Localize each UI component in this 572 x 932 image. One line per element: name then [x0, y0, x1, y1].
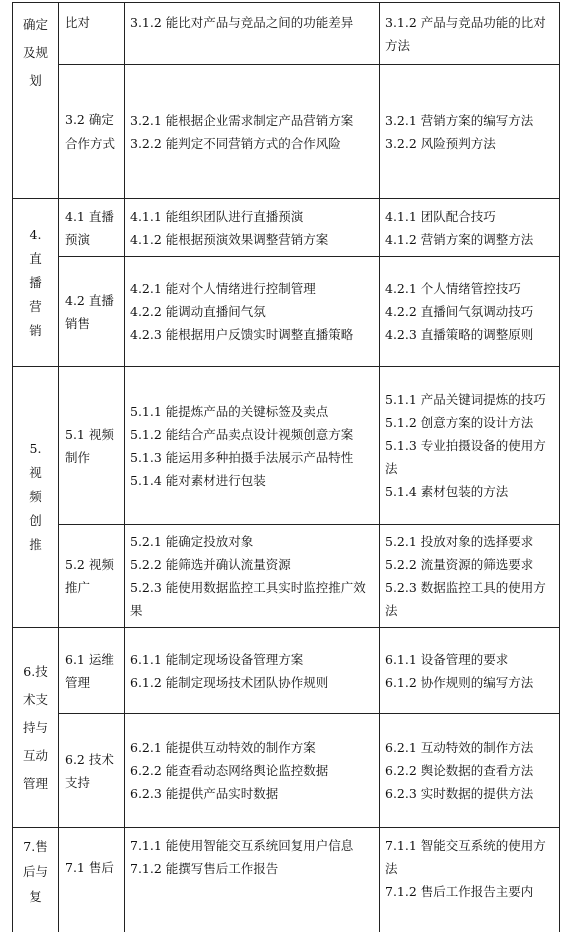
skill-cell [125, 367, 380, 525]
skill-item: 5.1.2 能结合产品卖点设计视频创意方案 [130, 426, 354, 442]
skill-cell [125, 828, 380, 932]
skill-cell [125, 714, 380, 828]
category-cell [13, 3, 59, 199]
skill-item: 5.1.4 能对素材进行包装 [130, 472, 266, 488]
knowledge-item: 6.2.2 舆论数据的查看方法 [385, 763, 534, 778]
skill-cell [125, 525, 380, 628]
skill-item: 5.1.3 能运用多种拍摄手法展示产品特性 [130, 449, 354, 465]
skill-cell [125, 199, 380, 257]
subcategory-text: 5.2 视频推广 [65, 557, 114, 595]
knowledge-item: 4.2.1 个人情绪管控技巧 [385, 281, 521, 296]
table-row [13, 628, 560, 714]
table-row [13, 65, 560, 199]
knowledge-cell [380, 199, 560, 257]
knowledge-item: 4.2.2 直播间气氛调动技巧 [385, 304, 534, 319]
table-row [13, 714, 560, 828]
subcategory-cell [59, 65, 125, 199]
skill-item: 4.2.3 能根据用户反馈实时调整直播策略 [130, 327, 354, 342]
subcategory-cell [59, 525, 125, 628]
subcategory-cell [59, 257, 125, 367]
subcategory-text: 7.1 售后 [65, 860, 114, 875]
skill-cell [125, 628, 380, 714]
knowledge-item: 5.2.1 投放对象的选择要求 [385, 534, 534, 549]
knowledge-item: 4.1.2 营销方案的调整方法 [385, 231, 534, 247]
knowledge-item: 6.2.3 实时数据的提供方法 [385, 786, 534, 801]
skill-cell [125, 65, 380, 199]
subcategory-cell [59, 3, 125, 65]
knowledge-item: 5.1.2 创意方案的设计方法 [385, 415, 534, 430]
skill-item: 7.1.1 能使用智能交互系统回复用户信息 [130, 838, 354, 853]
skill-cell [125, 3, 380, 65]
category-text: 4.直播营销 [29, 226, 42, 338]
knowledge-item: 5.2.3 数据监控工具的使用方法 [385, 580, 546, 618]
subcategory-cell [59, 199, 125, 257]
skill-item: 5.2.2 能筛选并确认流量资源 [130, 557, 291, 572]
knowledge-item: 3.2.1 营销方案的编写方法 [385, 112, 534, 128]
category-text: 7.售后与复 [22, 839, 48, 904]
knowledge-item: 5.1.4 素材包装的方法 [385, 484, 509, 499]
subcategory-text: 5.1 视频制作 [65, 426, 114, 465]
knowledge-cell [380, 3, 560, 65]
skill-item: 6.2.1 能提供互动特效的制作方案 [130, 740, 316, 755]
subcategory-text: 3.2 确定合作方式 [65, 111, 116, 151]
skill-item: 3.1.2 能比对产品与竞品之间的功能差异 [130, 15, 354, 30]
subcategory-cell [59, 714, 125, 828]
knowledge-cell [380, 367, 560, 525]
knowledge-cell [380, 65, 560, 199]
subcategory-text: 4.1 直播预演 [65, 208, 114, 247]
knowledge-item: 5.2.2 流量资源的筛选要求 [385, 557, 534, 572]
skill-item: 6.2.2 能查看动态网络舆论监控数据 [130, 763, 329, 778]
skills-table [12, 2, 560, 932]
skill-item: 5.2.3 能使用数据监控工具实时监控推广效果 [130, 580, 366, 618]
category-cell [13, 828, 59, 932]
subcategory-text: 比对 [65, 15, 91, 30]
knowledge-item: 7.1.1 智能交互系统的使用方法 [385, 838, 546, 876]
knowledge-cell [380, 257, 560, 367]
skill-item: 3.2.1 能根据企业需求制定产品营销方案 [130, 112, 354, 128]
skill-item: 7.1.2 能撰写售后工作报告 [130, 861, 279, 876]
knowledge-item: 5.1.3 专业拍摄设备的使用方法 [385, 438, 546, 476]
subcategory-cell [59, 628, 125, 714]
subcategory-cell [59, 367, 125, 525]
knowledge-item: 3.2.2 风险预判方法 [385, 135, 496, 151]
knowledge-item: 4.2.3 直播策略的调整原则 [385, 327, 534, 342]
skill-item: 5.2.1 能确定投放对象 [130, 534, 254, 549]
skill-item: 4.1.2 能根据预演效果调整营销方案 [130, 231, 329, 247]
knowledge-item: 6.2.1 互动特效的制作方法 [385, 740, 534, 755]
table-row [13, 367, 560, 525]
category-text: 5.视频创推 [29, 441, 42, 552]
category-text: 确定及规划 [22, 17, 48, 88]
skill-item: 6.1.2 能制定现场技术团队协作规则 [130, 674, 329, 690]
table-row [13, 525, 560, 628]
knowledge-cell [380, 628, 560, 714]
skill-item: 6.2.3 能提供产品实时数据 [130, 786, 279, 801]
category-text: 6.技术支持与互动管理 [22, 663, 48, 791]
subcategory-text: 4.2 直播销售 [65, 292, 114, 331]
table-row [13, 3, 560, 65]
skill-item: 4.2.2 能调动直播间气氛 [130, 304, 266, 319]
skill-item: 4.1.1 能组织团队进行直播预演 [130, 208, 304, 224]
skill-item: 4.2.1 能对个人情绪进行控制管理 [130, 281, 316, 296]
category-cell [13, 199, 59, 367]
knowledge-cell [380, 525, 560, 628]
skill-cell [125, 257, 380, 367]
knowledge-item: 4.1.1 团队配合技巧 [385, 208, 496, 224]
knowledge-item: 7.1.2 售后工作报告主要内 [385, 884, 534, 899]
table-row [13, 257, 560, 367]
knowledge-item: 6.1.2 协作规则的编写方法 [385, 674, 534, 690]
category-cell [13, 367, 59, 628]
category-cell [13, 628, 59, 828]
skill-item: 5.1.1 能提炼产品的关键标签及卖点 [130, 403, 329, 419]
knowledge-item: 5.1.1 产品关键词提炼的技巧 [385, 392, 546, 407]
knowledge-item: 3.1.2 产品与竞品功能的比对方法 [385, 15, 546, 53]
subcategory-text: 6.1 运维管理 [65, 651, 114, 690]
subcategory-cell [59, 828, 125, 932]
knowledge-cell [380, 828, 560, 932]
skill-item: 6.1.1 能制定现场设备管理方案 [130, 651, 304, 667]
knowledge-item: 6.1.1 设备管理的要求 [385, 651, 509, 667]
table-row [13, 828, 560, 932]
subcategory-text: 6.2 技术支持 [65, 751, 114, 790]
knowledge-cell [380, 714, 560, 828]
skill-item: 3.2.2 能判定不同营销方式的合作风险 [130, 135, 341, 151]
table-row [13, 199, 560, 257]
